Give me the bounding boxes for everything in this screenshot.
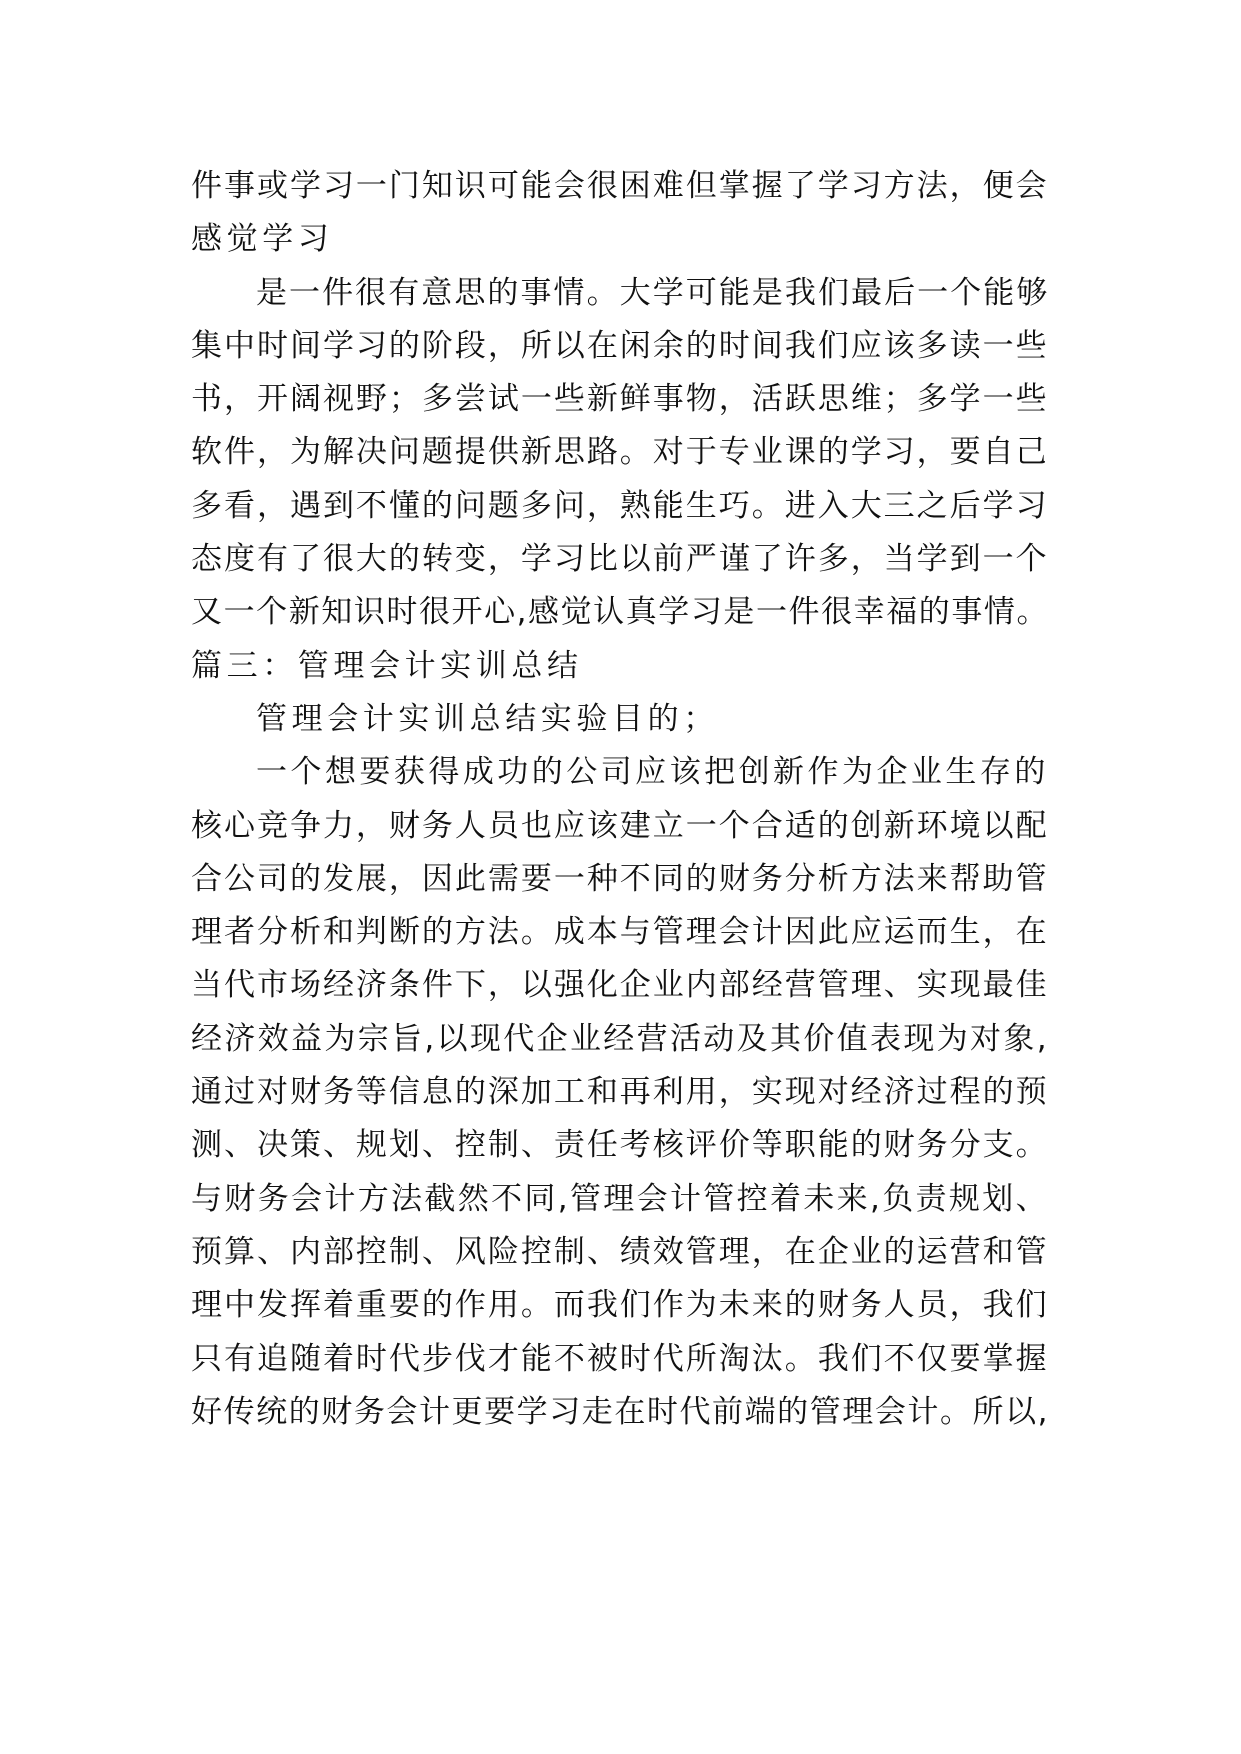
text-line: 书，开阔视野；多尝试一些新鲜事物，活跃思维；多学一些 xyxy=(191,381,1049,418)
paragraph-1 xyxy=(191,160,1049,267)
text-line: 测、决策、规划、控制、责任考核评价等职能的财务分支。 xyxy=(191,1127,1049,1164)
text-line: 合公司的发展，因此需要一种不同的财务分析方法来帮助管 xyxy=(191,860,1049,897)
section-heading xyxy=(191,640,1049,693)
text-line: 当代市场经济条件下，以强化企业内部经营管理、实现最佳 xyxy=(191,967,1049,1004)
text-line: 只有追随着时代步伐才能不被时代所淘汰。我们不仅要掌握 xyxy=(191,1340,1049,1377)
text-line: 多看，遇到不懂的问题多问，熟能生巧。进入大三之后学习 xyxy=(191,487,1049,524)
text-line: 通过对财务等信息的深加工和再利用，实现对经济过程的预 xyxy=(191,1074,1049,1111)
text-line: 理者分析和判断的方法。成本与管理会计因此应运而生，在 xyxy=(191,914,1049,951)
text-line: 与财务会计方法截然不同,管理会计管控着未来,负责规划、 xyxy=(191,1180,1049,1217)
text-line: 态度有了很大的转变，学习比以前严谨了许多，当学到一个 xyxy=(191,541,1049,578)
text-line: 核心竞争力，财务人员也应该建立一个合适的创新环境以配 xyxy=(191,807,1049,844)
paragraph-3 xyxy=(191,693,1049,746)
text-line: 集中时间学习的阶段，所以在闲余的时间我们应该多读一些 xyxy=(191,327,1049,364)
body-text xyxy=(191,160,1049,1439)
text-line: 感觉学习 xyxy=(191,221,334,258)
text-line: 件事或学习一门知识可能会很困难但掌握了学习方法，便会 xyxy=(191,168,1049,204)
text-line: 一个想要获得成功的公司应该把创新作为企业生存的 xyxy=(256,754,1049,791)
text-line: 好传统的财务会计更要学习走在时代前端的管理会计。所以, xyxy=(191,1393,1050,1430)
text-line: 管理会计实训总结实验目的； xyxy=(256,700,719,737)
text-line: 经济效益为宗旨,以现代企业经营活动及其价值表现为对象, xyxy=(191,1020,1049,1057)
paragraph-2 xyxy=(191,267,1049,640)
text-line: 理中发挥着重要的作用。而我们作为未来的财务人员，我们 xyxy=(191,1287,1049,1324)
paragraph-4 xyxy=(191,746,1049,1439)
text-line: 预算、内部控制、风险控制、绩效管理，在企业的运营和管 xyxy=(191,1233,1049,1270)
text-line: 又一个新知识时很开心,感觉认真学习是一件很幸福的事情。 xyxy=(191,594,1050,631)
heading-text: 篇三：管理会计实训总结 xyxy=(191,647,583,684)
text-line: 是一件很有意思的事情。大学可能是我们最后一个能够 xyxy=(256,274,1050,311)
text-line: 软件，为解决问题提供新思路。对于专业课的学习，要自己 xyxy=(191,434,1049,471)
